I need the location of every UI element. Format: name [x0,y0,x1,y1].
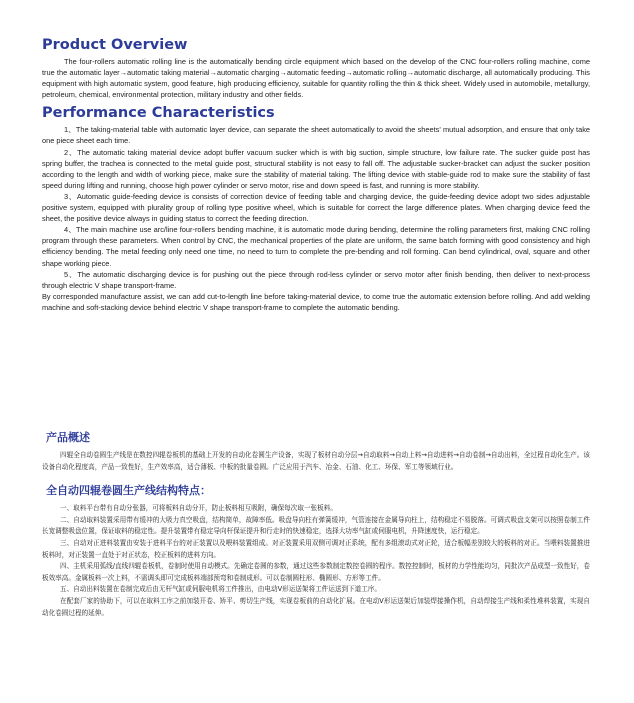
chinese-feature-item-4: 四、主机采用弧线/直线四辊卷板机，卷制时使用自动模式。先确定卷圆的参数，通过这些参数制定数控卷圆的程序。数控控制时，板材的力学性能均匀，同批次产品成型一致性好，卷板效率高。金属板料一次上料，不需调头即可完成板料端部预弯和卷制成形。可以卷制圆柱形、椭圆形、方形等工件。 [42,562,590,582]
chinese-feature-item-5: 五、自动出料装置在卷制完成后由无杆气缸或伺服电机将工件推出，由电动V形运送架将工件运送到下道工序。 [60,585,382,594]
chinese-feature-item-2: 二、自动取料装置采用带有缓冲的大吸力真空吸盘，结构简单，故障率低。吸盘导向柱有弹簧缓冲，气管连接在金属导向柱上，结构稳定不易脱落。可调式吸盘支架可以按照卷制工件长宽调整吸盘位置，保证取料的稳定性。提升装置带有稳定导向杆保证提升和行走时的快速稳定，选择大功率气缸或伺服电机，升降速度快，运行稳定。 [42,515,590,536]
performance-item-5: 5、The automatic discharging device is for pushing out the piece through rod-less cylinder or servo motor after finish bending, then deliver to next-process through electric V shape transport-frame. [42,269,590,290]
chinese-overview-heading: 产品概述 [46,431,90,444]
performance-characteristics-heading: Performance Characteristics [42,105,275,122]
performance-item-4: 4、The main machine use arc/line four-rollers bending machine, it is automatic mode during bending, determine the rolling parameters first, making CNC rolling program through these parameters. When control by CNC, the mechanical properties of the plate are uniform, the same batch forming with good consistency and high efficiency bending. The metal feeding only need one time, no need to turn to complete the pre-bending and roll forming. Can bend cylindrical, oval, square and other shape working piece. [42,225,590,268]
chinese-overview-text: 四辊全自动卷圆生产线是在数控四辊卷板机的基础上开发的自动化卷圆生产设备，实现了板材自动分层→自动取料→自动上料→自动进料→自动卷制→自动出料，全过程自动化生产。该设备自动化程度高，产品一致性好，生产效率高，适合薄板、中板的批量卷圆。广泛应用于汽车、冶金、石油、化工、环保、军工等领域行业。 [42,451,590,471]
performance-item-2: 2、The automatic taking material device adopt buffer vacuum sucker which is with big suction, simple structure, low failure rate. The sucker guide post has spring buffer, the trachea is connected to the metal guide post, structural stability is not easy to fall off. The adjustable sucker-bracket can adjust the sucker position according to the length and width of working piece, make sure the stability of material taking. The lifting device with stable-guide rod to make sure the stability of fast speed during lifting and running, choose high power cylinder or servo motor, rise and down speed is fast, and running is more stability. [42,147,590,190]
chinese-closing: 在配套厂家的协助下，可以在取料工序之前加装开卷、矫平、剪切生产线，实现卷板前的自动化扩展。在电动V形运送架后加装焊接操作机，自动焊接生产线和柔性堆料装置，实现自动化卷圆过程的延伸。 [42,596,590,617]
chinese-feature-heading: 全自动四辊卷圆生产线结构特点： [46,484,211,498]
performance-item-1: 1、The taking-material table with automatic layer device, can separate the sheet automatically to avoid the sheets' mutual adsorption, and ensure that only take one piece sheet each time. [42,125,590,146]
chinese-feature-item-1: 一、取料平台带有自动分张器，可将板料自动分开，防止板料相互吸附，确保每次取一张板料。 [60,504,337,513]
english-section [42,36,590,313]
chinese-feature-item-3: 三、自动对正进料装置由安装于进料平台的对正装置以及喂料装置组成。对正装置采用双侧可调对正系统，配有多组滚动式对正轮，适合板幅差别较大的板料的对正。当喂料装置推进板料时，对正装置一直处于对正状态，校正板料的进料方向。 [42,538,590,559]
chinese-section [42,430,590,619]
performance-item-3: 3、Automatic guide-feeding device is consists of correction device of feeding table and charging device, the guide-feeding device adopt two sides adjustable positive system, equipped with plurality group of rolling type positive wheel, which is suitable for correct the large difference plates. When charging device feed the sheet, the positive device always in guiding status to correct the feeding direction. [42,191,590,224]
product-overview-text: The four-rollers automatic rolling line is the automatically bending circle equipment which based on the develop of the CNC four-rollers rolling machine, come true the automatic layer→automatic taking material→automatic charging→automatic feeding→automatic rolling→automatic discharge, all automatically producing. This equipment with high automatic system, good feature, high producing efficiency, suitable for quantity rolling the thin & thick sheet. Widely used in automobile, metallurgy, petroleum, chemical, environmental protection, military industry and other fields. [42,57,590,100]
product-overview-heading: Product Overview [42,37,188,53]
performance-closing: By corresponded manufacture assist, we can add cut-to-length line before taking-material device, to come true the automatic extension before rolling. And add welding machine and soft-stacking device behind electric V shape transport-frame to complete the automatic bending. [42,291,590,312]
